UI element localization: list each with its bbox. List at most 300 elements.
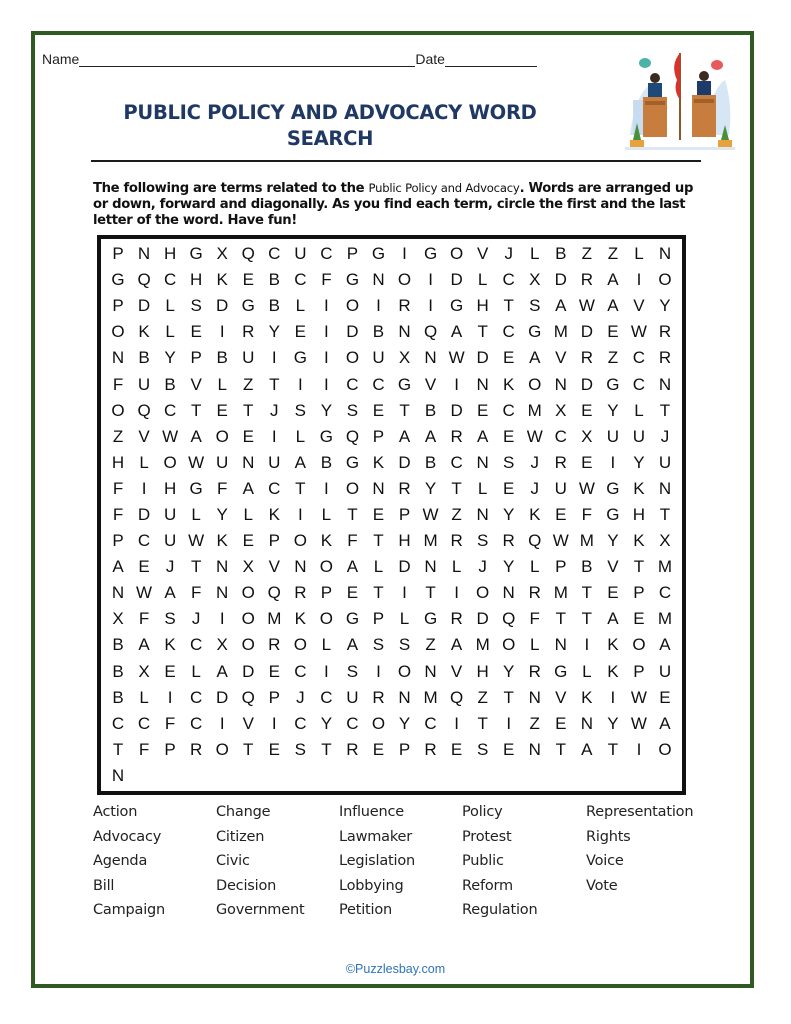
grid-letter[interactable]: P	[555, 557, 567, 577]
grid-letter[interactable]: C	[346, 374, 359, 394]
grid-letter[interactable]: O	[658, 739, 672, 759]
grid-letter[interactable]: L	[399, 609, 410, 629]
grid-letter[interactable]: E	[607, 322, 619, 342]
grid-letter[interactable]: K	[633, 531, 645, 551]
grid-letter[interactable]: G	[319, 426, 333, 446]
grid-letter[interactable]: A	[659, 635, 671, 655]
grid-letter[interactable]: D	[554, 270, 567, 290]
grid-letter[interactable]: B	[320, 452, 333, 472]
grid-letter[interactable]: E	[607, 583, 619, 603]
grid-letter[interactable]: D	[137, 296, 151, 316]
grid-letter[interactable]: O	[293, 531, 307, 551]
grid-letter[interactable]: N	[216, 583, 229, 603]
grid-letter[interactable]: V	[607, 557, 619, 577]
grid-letter[interactable]: Q	[449, 687, 464, 707]
grid-letter[interactable]: Q	[241, 244, 255, 264]
grid-letter[interactable]: C	[502, 270, 515, 290]
grid-letter[interactable]: L	[582, 661, 592, 681]
grid-letter[interactable]: D	[398, 452, 411, 472]
grid-letter[interactable]: G	[111, 270, 125, 290]
grid-letter[interactable]: M	[657, 557, 673, 577]
grid-letter[interactable]: X	[112, 609, 124, 629]
grid-letter[interactable]: T	[373, 583, 384, 603]
grid-letter[interactable]: D	[346, 322, 359, 342]
grid-letter[interactable]: I	[141, 478, 147, 498]
grid-letter[interactable]: L	[634, 400, 644, 420]
grid-letter[interactable]: E	[503, 348, 515, 368]
grid-letter[interactable]: D	[216, 296, 229, 316]
grid-letter[interactable]: H	[111, 452, 125, 472]
grid-letter[interactable]: O	[241, 635, 255, 655]
grid-letter[interactable]: W	[422, 504, 439, 524]
grid-letter[interactable]: O	[502, 635, 516, 655]
grid-letter[interactable]: M	[475, 635, 490, 655]
grid-letter[interactable]: I	[324, 348, 329, 368]
grid-letter[interactable]: O	[345, 478, 360, 498]
grid-letter[interactable]: N	[111, 583, 125, 603]
grid-letter[interactable]: R	[450, 531, 463, 551]
grid-letter[interactable]: Y	[320, 400, 333, 420]
grid-letter[interactable]: H	[632, 504, 646, 524]
grid-letter[interactable]: L	[451, 557, 462, 577]
grid-letter[interactable]: R	[554, 452, 567, 472]
grid-letter[interactable]: E	[294, 322, 306, 342]
grid-letter[interactable]: K	[607, 635, 619, 655]
grid-letter[interactable]: F	[217, 478, 228, 498]
grid-letter[interactable]: D	[137, 504, 151, 524]
grid-letter[interactable]: U	[372, 348, 385, 368]
grid-letter[interactable]: C	[372, 374, 385, 394]
grid-letter[interactable]: C	[190, 687, 203, 707]
grid-letter[interactable]: J	[530, 478, 539, 498]
grid-letter[interactable]: P	[372, 609, 385, 629]
grid-letter[interactable]: S	[190, 296, 202, 316]
grid-letter[interactable]: D	[216, 687, 229, 707]
grid-letter[interactable]: J	[296, 687, 305, 707]
grid-letter[interactable]: I	[271, 713, 277, 733]
grid-letter[interactable]: C	[632, 374, 646, 394]
grid-letter[interactable]: Q	[528, 531, 542, 551]
grid-letter[interactable]: P	[112, 244, 124, 264]
grid-letter[interactable]: W	[448, 348, 465, 368]
grid-letter[interactable]: C	[137, 531, 151, 551]
grid-letter[interactable]: Y	[503, 661, 515, 681]
grid-letter[interactable]: B	[216, 348, 228, 368]
grid-letter[interactable]: A	[164, 583, 176, 603]
grid-letter[interactable]: O	[397, 270, 412, 290]
grid-letter[interactable]: G	[345, 452, 360, 472]
grid-letter[interactable]: X	[216, 635, 228, 655]
grid-letter[interactable]: Y	[607, 713, 619, 733]
grid-letter[interactable]: N	[476, 504, 489, 524]
grid-letter[interactable]: E	[372, 504, 385, 524]
grid-letter[interactable]: C	[268, 478, 281, 498]
grid-letter[interactable]: P	[398, 739, 411, 759]
grid-letter[interactable]: D	[450, 270, 463, 290]
date-field-line[interactable]	[445, 53, 537, 67]
grid-letter[interactable]: W	[552, 531, 569, 551]
grid-letter[interactable]: F	[321, 270, 332, 290]
grid-letter[interactable]: B	[555, 244, 567, 264]
grid-letter[interactable]: E	[503, 478, 515, 498]
grid-letter[interactable]: R	[450, 426, 463, 446]
grid-letter[interactable]: K	[633, 478, 645, 498]
grid-letter[interactable]: B	[112, 687, 124, 707]
grid-letter[interactable]: L	[139, 452, 149, 472]
grid-letter[interactable]: G	[606, 504, 620, 524]
grid-letter[interactable]: I	[636, 270, 642, 290]
grid-letter[interactable]: T	[399, 400, 410, 420]
grid-letter[interactable]: I	[324, 374, 329, 394]
grid-letter[interactable]: P	[633, 583, 645, 603]
grid-letter[interactable]: G	[189, 244, 203, 264]
grid-letter[interactable]: I	[297, 504, 303, 524]
grid-letter[interactable]: L	[373, 557, 384, 577]
grid-letter[interactable]: B	[424, 400, 437, 420]
grid-letter[interactable]: T	[190, 557, 202, 577]
grid-letter[interactable]: L	[295, 296, 306, 316]
grid-letter[interactable]: U	[216, 452, 229, 472]
grid-letter[interactable]: K	[164, 635, 176, 655]
grid-letter[interactable]: T	[659, 504, 671, 524]
grid-letter[interactable]: F	[529, 609, 540, 629]
grid-letter[interactable]: D	[242, 661, 255, 681]
grid-letter[interactable]: K	[372, 452, 385, 472]
grid-letter[interactable]: Y	[503, 504, 515, 524]
grid-letter[interactable]: E	[503, 739, 515, 759]
grid-letter[interactable]: J	[165, 557, 175, 577]
grid-letter[interactable]: L	[634, 244, 644, 264]
grid-letter[interactable]: N	[502, 583, 515, 603]
grid-letter[interactable]: R	[528, 583, 541, 603]
grid-letter[interactable]: O	[476, 583, 490, 603]
grid-letter[interactable]: G	[371, 244, 386, 264]
grid-letter[interactable]: F	[138, 739, 150, 759]
grid-letter[interactable]: J	[270, 400, 279, 420]
grid-letter[interactable]: O	[397, 661, 412, 681]
grid-letter[interactable]: S	[294, 400, 306, 420]
grid-letter[interactable]: W	[188, 452, 205, 472]
grid-letter[interactable]: I	[584, 635, 590, 655]
grid-letter[interactable]: E	[216, 400, 228, 420]
grid-letter[interactable]: U	[554, 478, 567, 498]
grid-letter[interactable]: U	[658, 661, 672, 681]
grid-letter[interactable]: T	[347, 504, 358, 524]
grid-letter[interactable]: C	[294, 661, 307, 681]
grid-letter[interactable]: P	[633, 661, 645, 681]
grid-letter[interactable]: Y	[607, 400, 619, 420]
grid-letter[interactable]: M	[579, 531, 594, 551]
grid-letter[interactable]: I	[428, 270, 433, 290]
grid-letter[interactable]: O	[345, 296, 360, 316]
grid-letter[interactable]: U	[606, 426, 620, 446]
grid-letter[interactable]: W	[526, 426, 543, 446]
grid-letter[interactable]: V	[242, 713, 254, 733]
grid-letter[interactable]: R	[372, 687, 385, 707]
grid-letter[interactable]: O	[632, 635, 646, 655]
grid-letter[interactable]: O	[241, 583, 255, 603]
grid-letter[interactable]: C	[320, 244, 333, 264]
grid-letter[interactable]: I	[271, 426, 277, 446]
grid-letter[interactable]: F	[112, 374, 124, 394]
grid-letter[interactable]: Z	[477, 687, 488, 707]
grid-letter[interactable]: Q	[137, 400, 151, 420]
grid-letter[interactable]: I	[324, 661, 329, 681]
grid-letter[interactable]: A	[607, 609, 619, 629]
grid-letter[interactable]: O	[111, 322, 125, 342]
grid-letter[interactable]: N	[528, 687, 541, 707]
grid-letter[interactable]: A	[581, 739, 593, 759]
grid-letter[interactable]: C	[632, 348, 646, 368]
grid-letter[interactable]: T	[269, 374, 280, 394]
grid-letter[interactable]: F	[190, 583, 202, 603]
grid-letter[interactable]: N	[398, 687, 411, 707]
grid-letter[interactable]: T	[503, 687, 514, 707]
grid-letter[interactable]: S	[372, 635, 385, 655]
grid-letter[interactable]: N	[424, 661, 437, 681]
grid-letter[interactable]: N	[372, 270, 385, 290]
grid-letter[interactable]: E	[555, 504, 567, 524]
grid-letter[interactable]: L	[295, 426, 306, 446]
grid-letter[interactable]: J	[660, 426, 670, 446]
grid-letter[interactable]: R	[398, 296, 411, 316]
grid-letter[interactable]: T	[503, 296, 514, 316]
grid-letter[interactable]: T	[295, 478, 306, 498]
grid-letter[interactable]: Q	[137, 270, 151, 290]
grid-letter[interactable]: X	[216, 244, 228, 264]
grid-letter[interactable]: C	[137, 713, 151, 733]
grid-letter[interactable]: H	[190, 270, 203, 290]
grid-letter[interactable]: A	[555, 296, 567, 316]
grid-letter[interactable]: U	[294, 244, 307, 264]
grid-letter[interactable]: I	[324, 322, 329, 342]
grid-letter[interactable]: Z	[607, 244, 619, 264]
grid-letter[interactable]: B	[268, 296, 280, 316]
grid-letter[interactable]: S	[294, 739, 306, 759]
grid-letter[interactable]: R	[658, 348, 672, 368]
grid-letter[interactable]: E	[581, 400, 593, 420]
grid-letter[interactable]: F	[581, 504, 593, 524]
grid-letter[interactable]: Q	[241, 687, 255, 707]
grid-letter[interactable]: M	[657, 609, 673, 629]
grid-letter[interactable]: Y	[503, 557, 515, 577]
grid-letter[interactable]: R	[580, 348, 593, 368]
grid-letter[interactable]: G	[449, 296, 464, 316]
grid-letter[interactable]: C	[294, 270, 307, 290]
grid-letter[interactable]: J	[191, 609, 201, 629]
grid-letter[interactable]: E	[164, 661, 176, 681]
grid-letter[interactable]: A	[607, 296, 619, 316]
grid-letter[interactable]: E	[268, 739, 280, 759]
grid-letter[interactable]: S	[476, 531, 489, 551]
grid-letter[interactable]: C	[111, 713, 125, 733]
grid-letter[interactable]: L	[217, 374, 227, 394]
grid-letter[interactable]: M	[423, 687, 438, 707]
grid-letter[interactable]: E	[659, 687, 671, 707]
grid-letter[interactable]: U	[268, 452, 281, 472]
grid-letter[interactable]: T	[373, 531, 384, 551]
grid-letter[interactable]: L	[191, 504, 201, 524]
grid-letter[interactable]: N	[528, 739, 541, 759]
grid-letter[interactable]: G	[554, 661, 568, 681]
grid-letter[interactable]: K	[529, 504, 541, 524]
grid-letter[interactable]: H	[398, 531, 411, 551]
grid-letter[interactable]: L	[477, 478, 488, 498]
grid-letter[interactable]: R	[242, 322, 255, 342]
grid-letter[interactable]: Q	[423, 322, 438, 342]
grid-letter[interactable]: G	[606, 478, 620, 498]
grid-letter[interactable]: U	[163, 531, 177, 551]
grid-letter[interactable]: K	[503, 374, 515, 394]
grid-letter[interactable]: I	[219, 322, 225, 342]
grid-letter[interactable]: P	[398, 504, 411, 524]
grid-letter[interactable]: W	[162, 426, 179, 446]
grid-letter[interactable]: C	[346, 713, 359, 733]
grid-letter[interactable]: I	[454, 583, 459, 603]
grid-letter[interactable]: A	[476, 426, 489, 446]
grid-letter[interactable]: K	[294, 609, 306, 629]
grid-letter[interactable]: T	[581, 583, 593, 603]
grid-letter[interactable]: Z	[112, 426, 124, 446]
grid-letter[interactable]: R	[268, 635, 281, 655]
grid-letter[interactable]: L	[530, 635, 540, 655]
grid-letter[interactable]: I	[610, 452, 616, 472]
grid-letter[interactable]: T	[581, 609, 593, 629]
grid-letter[interactable]: T	[607, 739, 619, 759]
grid-letter[interactable]: P	[320, 583, 333, 603]
grid-letter[interactable]: W	[630, 713, 647, 733]
grid-letter[interactable]: X	[659, 531, 671, 551]
grid-letter[interactable]: I	[428, 296, 433, 316]
grid-letter[interactable]: N	[111, 765, 125, 785]
grid-letter[interactable]: G	[293, 348, 307, 368]
grid-letter[interactable]: Y	[633, 452, 645, 472]
grid-letter[interactable]: M	[527, 400, 542, 420]
grid-letter[interactable]: I	[324, 296, 329, 316]
grid-letter[interactable]: C	[450, 452, 463, 472]
grid-letter[interactable]: P	[112, 531, 124, 551]
grid-letter[interactable]: F	[112, 478, 124, 498]
grid-letter[interactable]: T	[243, 739, 254, 759]
grid-letter[interactable]: A	[190, 426, 202, 446]
grid-letter[interactable]: E	[138, 557, 150, 577]
grid-letter[interactable]: T	[555, 609, 566, 629]
grid-letter[interactable]: Y	[659, 296, 671, 316]
grid-letter[interactable]: C	[190, 635, 203, 655]
grid-letter[interactable]: B	[112, 661, 124, 681]
grid-letter[interactable]: L	[321, 504, 332, 524]
grid-letter[interactable]: E	[372, 739, 385, 759]
grid-letter[interactable]: B	[372, 322, 385, 342]
grid-letter[interactable]: A	[242, 478, 254, 498]
grid-letter[interactable]: N	[658, 374, 672, 394]
grid-letter[interactable]: N	[476, 452, 489, 472]
grid-letter[interactable]: M	[553, 583, 568, 603]
grid-letter[interactable]: O	[163, 452, 177, 472]
grid-letter[interactable]: S	[529, 296, 541, 316]
grid-letter[interactable]: V	[555, 348, 567, 368]
grid-letter[interactable]: G	[606, 374, 620, 394]
grid-letter[interactable]: K	[216, 531, 228, 551]
grid-letter[interactable]: A	[294, 452, 306, 472]
grid-letter[interactable]: O	[215, 426, 229, 446]
grid-letter[interactable]: P	[268, 531, 280, 551]
grid-letter[interactable]: I	[219, 713, 225, 733]
grid-letter[interactable]: Z	[529, 713, 540, 733]
grid-letter[interactable]: N	[554, 635, 567, 655]
grid-letter[interactable]: D	[476, 609, 489, 629]
grid-letter[interactable]: D	[580, 322, 593, 342]
grid-letter[interactable]: G	[345, 609, 360, 629]
grid-letter[interactable]: E	[268, 661, 280, 681]
grid-letter[interactable]: R	[294, 583, 307, 603]
grid-letter[interactable]: U	[658, 452, 672, 472]
grid-letter[interactable]: T	[243, 400, 254, 420]
grid-letter[interactable]: O	[528, 374, 542, 394]
grid-letter[interactable]: N	[476, 374, 489, 394]
grid-letter[interactable]: N	[658, 244, 672, 264]
grid-letter[interactable]: G	[528, 322, 542, 342]
grid-letter[interactable]: Q	[345, 426, 360, 446]
grid-letter[interactable]: N	[372, 478, 385, 498]
grid-letter[interactable]: V	[268, 557, 280, 577]
grid-letter[interactable]: A	[450, 322, 463, 342]
grid-letter[interactable]: E	[633, 609, 645, 629]
grid-letter[interactable]: D	[476, 348, 489, 368]
grid-letter[interactable]: R	[424, 739, 437, 759]
grid-letter[interactable]: F	[164, 713, 176, 733]
grid-letter[interactable]: I	[219, 609, 225, 629]
grid-letter[interactable]: M	[423, 531, 438, 551]
grid-letter[interactable]: V	[190, 374, 202, 394]
grid-letter[interactable]: N	[424, 348, 437, 368]
grid-letter[interactable]: L	[321, 635, 332, 655]
grid-letter[interactable]: W	[578, 296, 595, 316]
grid-letter[interactable]: W	[578, 478, 595, 498]
grid-letter[interactable]: P	[190, 348, 202, 368]
grid-letter[interactable]: L	[165, 322, 175, 342]
grid-letter[interactable]: S	[476, 739, 489, 759]
grid-letter[interactable]: R	[502, 531, 515, 551]
grid-letter[interactable]: N	[658, 478, 672, 498]
grid-letter[interactable]: M	[267, 609, 282, 629]
grid-letter[interactable]: E	[242, 270, 254, 290]
grid-letter[interactable]: A	[659, 713, 671, 733]
grid-letter[interactable]: S	[398, 635, 411, 655]
grid-letter[interactable]: V	[450, 661, 463, 681]
grid-letter[interactable]: G	[189, 478, 203, 498]
grid-letter[interactable]: V	[476, 244, 489, 264]
grid-letter[interactable]: N	[111, 348, 125, 368]
grid-letter[interactable]: X	[138, 661, 150, 681]
grid-letter[interactable]: X	[581, 426, 593, 446]
grid-letter[interactable]: Y	[607, 531, 619, 551]
grid-letter[interactable]: K	[581, 687, 593, 707]
grid-letter[interactable]: C	[268, 244, 281, 264]
grid-letter[interactable]: V	[424, 374, 437, 394]
grid-letter[interactable]: Y	[164, 348, 176, 368]
grid-letter[interactable]: E	[450, 739, 463, 759]
grid-letter[interactable]: Y	[320, 713, 333, 733]
grid-letter[interactable]: H	[476, 296, 489, 316]
grid-letter[interactable]: C	[554, 426, 567, 446]
grid-letter[interactable]: X	[242, 557, 254, 577]
grid-letter[interactable]: J	[478, 557, 487, 577]
grid-letter[interactable]: G	[423, 609, 438, 629]
grid-letter[interactable]: L	[243, 504, 253, 524]
grid-letter[interactable]: Y	[268, 322, 280, 342]
grid-letter[interactable]: P	[346, 244, 359, 264]
